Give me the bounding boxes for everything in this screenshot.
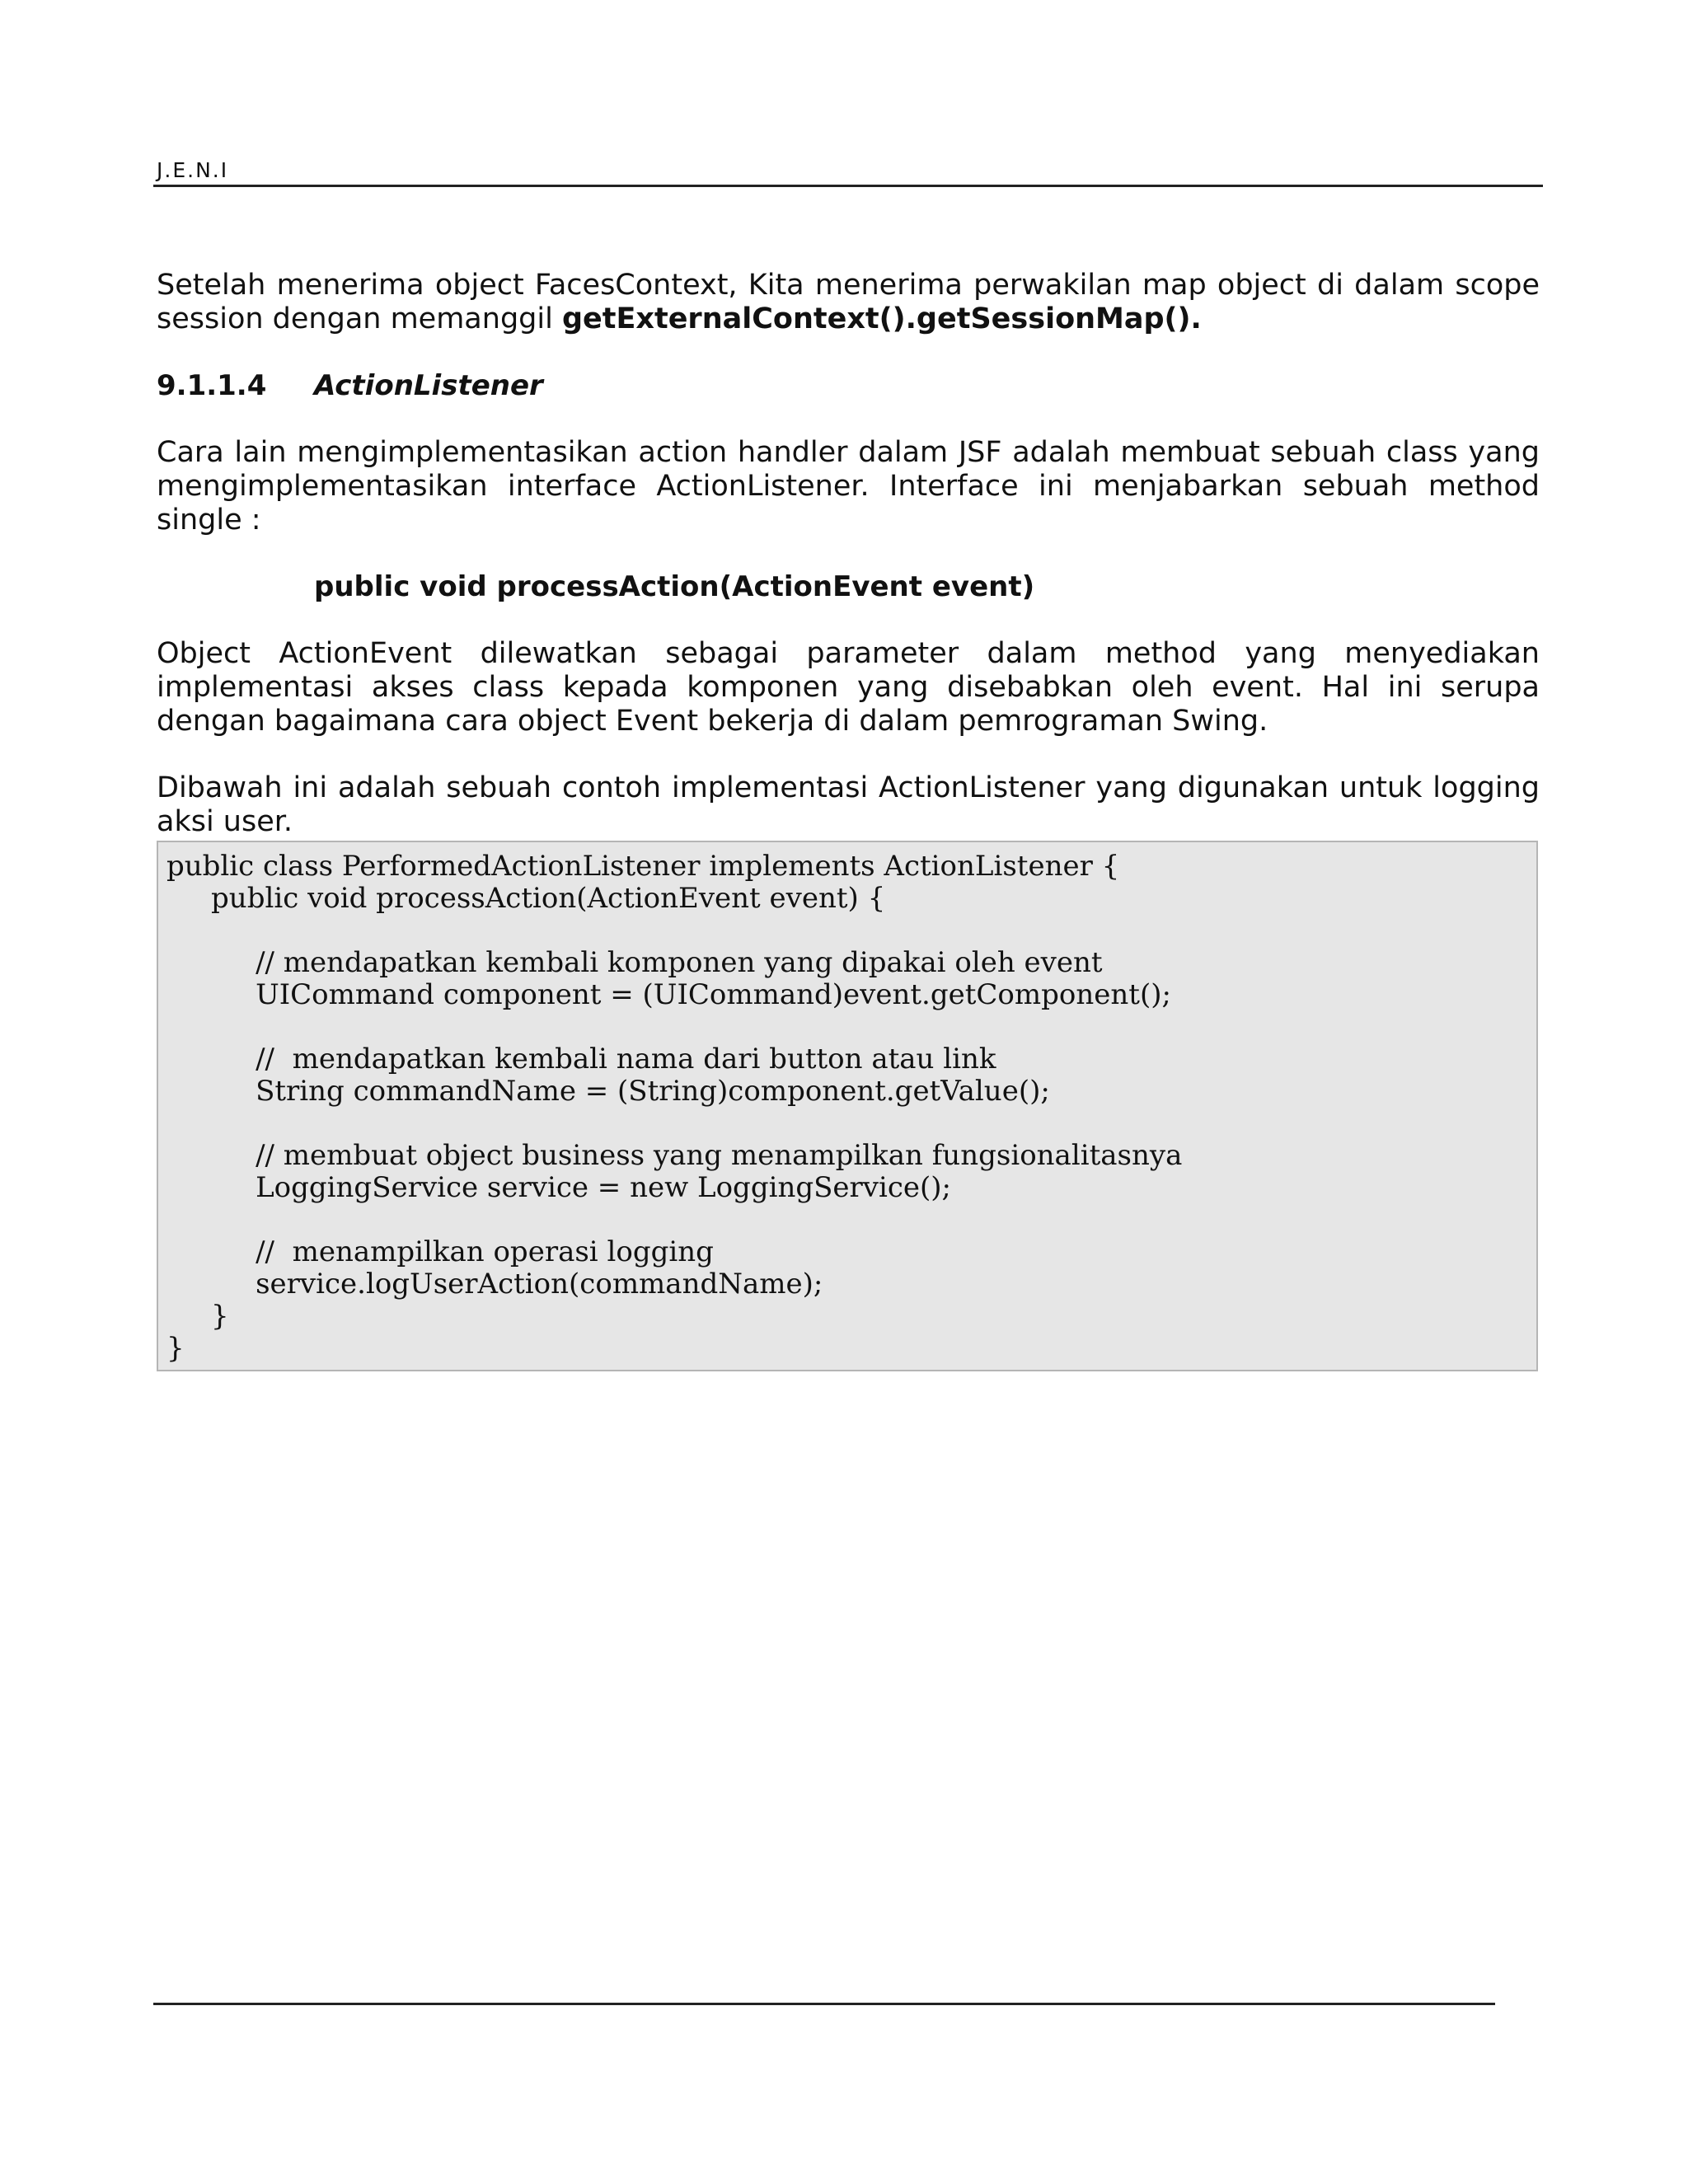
code-line: service.logUserAction(commandName); [166, 1268, 823, 1301]
document-body [157, 269, 1540, 872]
code-line: public void processAction(ActionEvent event) { [166, 882, 886, 915]
code-listing [157, 841, 1538, 1371]
code-line: } [166, 1300, 229, 1333]
code-line: public class PerformedActionListener implements ActionListener { [166, 850, 1120, 883]
action-listener-paragraph: Cara lain mengimplementasikan action handler dalam JSF adalah membuat sebuah class yang mengimplementasikan interface ActionListener. Interface ini menjabarkan sebuah method single : [157, 436, 1540, 537]
code-line: } [166, 1332, 185, 1365]
code-line [166, 1108, 1536, 1140]
footer-divider [153, 2003, 1495, 2005]
section-number: 9.1.1.4 [157, 369, 267, 402]
code-line [166, 1204, 1536, 1236]
header-divider [153, 185, 1543, 187]
code-line: // mendapatkan kembali komponen yang dipakai oleh event [166, 946, 1103, 979]
intro-paragraph-text: Setelah menerima object FacesContext, Kita menerima perwakilan map object di dalam scope session dengan memanggil [157, 269, 1540, 335]
code-line: // membuat object business yang menampilkan fungsionalitasnya [166, 1139, 1183, 1172]
code-line: UICommand component = (UICommand)event.getComponent(); [166, 978, 1171, 1011]
action-event-paragraph: Object ActionEvent dilewatkan sebagai parameter dalam method yang menyediakan implementasi akses class kepada komponen yang disebabkan oleh event. Hal ini serupa dengan bagaimana cara object Event bekerja di dalam pemrograman Swing. [157, 637, 1540, 738]
section-heading [157, 369, 1540, 403]
session-map-call: getExternalContext().getSessionMap(). [561, 302, 1202, 335]
section-title: ActionListener [314, 369, 543, 402]
code-line: String commandName = (String)component.getValue(); [166, 1075, 1050, 1108]
code-line: LoggingService service = new LoggingService(); [166, 1171, 952, 1204]
code-line: // mendapatkan kembali nama dari button atau link [166, 1043, 996, 1076]
code-line [166, 1011, 1536, 1043]
code-line: // menampilkan operasi logging [166, 1235, 714, 1268]
example-intro-paragraph: Dibawah ini adalah sebuah contoh implementasi ActionListener yang digunakan untuk logging aksi user. [157, 771, 1540, 838]
method-signature: public void processAction(ActionEvent event) [314, 570, 1035, 603]
intro-paragraph [157, 269, 1540, 336]
page-header-label: J.E.N.I [157, 158, 229, 182]
code-line [166, 915, 1536, 947]
